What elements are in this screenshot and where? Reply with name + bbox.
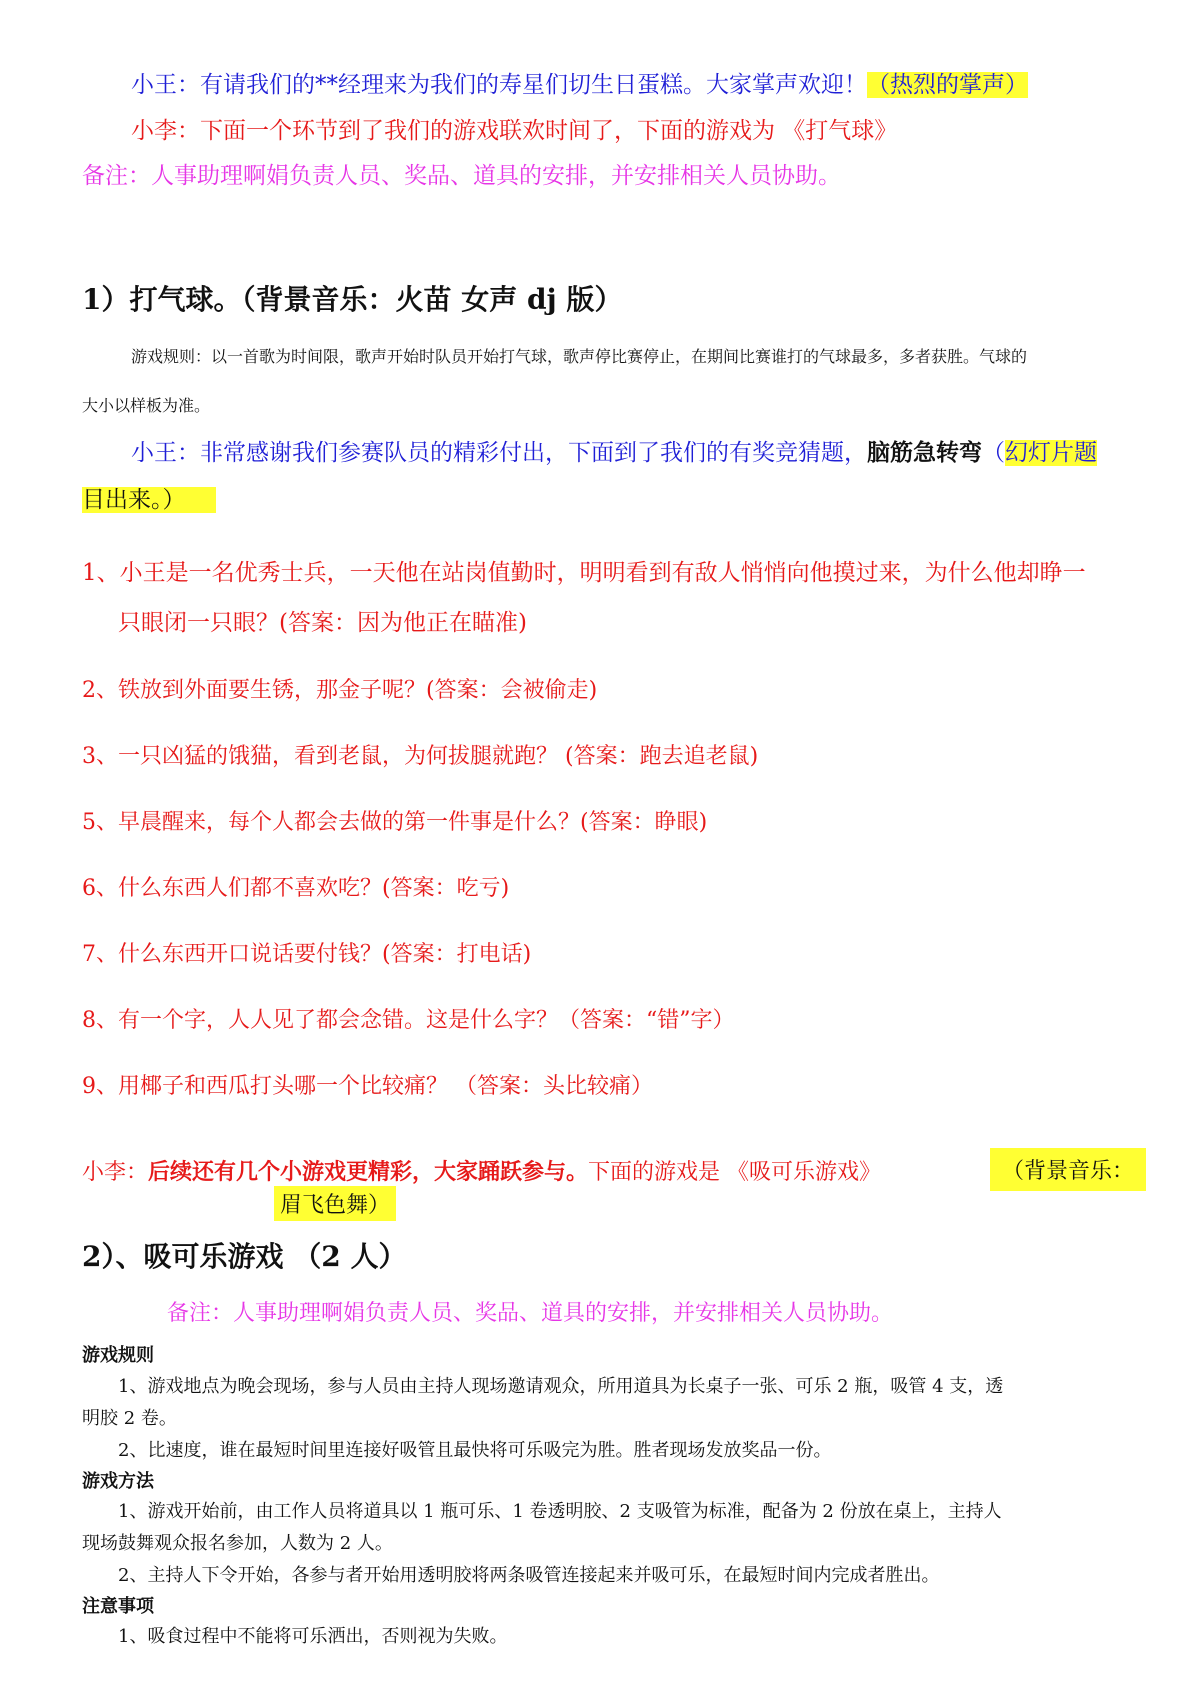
game1-rules-line2: 大小以样板为准。 [82, 396, 211, 415]
riddle-item: 3、一只凶猛的饿猫，看到老鼠，为何拔腿就跑？ (答案：跑去追老鼠) [82, 744, 759, 769]
riddle-item: 2、铁放到外面要生锈，那金子呢？(答案：会被偷走) [82, 678, 598, 703]
wang-transition-text: 小王：非常感谢我们参赛队员的精彩付出，下面到了我们的有奖竞猜题， [131, 440, 867, 466]
brain-teaser-label: 脑筋急转弯 [867, 440, 982, 466]
game1-rules-line1: 游戏规则：以一首歌为时间限，歌声开始时队员开始打气球，歌声停比赛停止，在期间比赛谁打的气球最多，多者获胜。气球的 [131, 347, 1028, 366]
game2-heading: 2）、吸可乐游戏 （2 人） [82, 1240, 407, 1273]
rule-1-line2: 明胶 2 卷。 [82, 1408, 177, 1429]
riddle-item: 5、早晨醒来，每个人都会去做的第一件事是什么？(答案：睁眼) [82, 810, 708, 835]
notice-title: 注意事项 [82, 1596, 154, 1617]
wang-transition-line [131, 434, 1097, 467]
li-transition-line [82, 1155, 881, 1186]
wang-transition-line2 [82, 481, 216, 514]
riddle-item: 6、什么东西人们都不喜欢吃？(答案：吃亏) [82, 876, 510, 901]
method-1-line2: 现场鼓舞观众报名参加，人数为 2 人。 [82, 1533, 393, 1554]
music-highlight-2: 眉飞色舞） [274, 1186, 396, 1221]
game2-note: 备注：人事助理啊娟负责人员、奖品、道具的安排，并安排相关人员协助。 [167, 1301, 894, 1326]
riddle-item: 7、什么东西开口说话要付钱？(答案：打电话) [82, 942, 532, 967]
rules-title: 游戏规则 [82, 1345, 154, 1366]
li-rest-text: 下面的游戏是 《吸可乐游戏》 [588, 1160, 882, 1185]
paren-open: （ [982, 440, 1005, 466]
method-title: 游戏方法 [82, 1471, 154, 1492]
rule-2: 2、比速度，谁在最短时间里连接好吸管且最快将可乐吸完为胜。胜者现场发放奖品一份。 [118, 1440, 832, 1461]
method-1-line1: 1、游戏开始前，由工作人员将道具以 1 瓶可乐、1 卷透明胶、2 支吸管为标准，配备为 2 份放在桌上，主持人 [118, 1501, 1002, 1522]
riddle-item: 1、小王是一名优秀士兵，一天他在站岗值勤时，明明看到有敌人悄悄向他摸过来，为什么他却睁一 [82, 560, 1086, 586]
riddle-item: 8、有一个字，人人见了都会念错。这是什么字？（答案：“错”字） [82, 1008, 735, 1033]
notice-1: 1、吸食过程中不能将可乐洒出，否则视为失败。 [118, 1626, 508, 1647]
host-wang-text: 小王：有请我们的**经理来为我们的寿星们切生日蛋糕。大家掌声欢迎！ [131, 72, 867, 98]
staff-note: 备注：人事助理啊娟负责人员、奖品、道具的安排，并安排相关人员协助。 [82, 163, 841, 189]
li-prefix: 小李： [82, 1160, 149, 1185]
slide-highlight-2: 目出来。） [82, 487, 216, 513]
game1-heading: 1）打气球。（背景音乐：火苗 女声 dj 版） [82, 283, 623, 316]
method-2: 2、主持人下令开始，各参与者开始用透明胶将两条吸管连接起来并吸可乐，在最短时间内完成者胜出。 [118, 1565, 940, 1586]
slide-highlight-1: 幻灯片题 [1005, 440, 1097, 466]
riddle-item: 9、用椰子和西瓜打头哪一个比较痛？ （答案：头比较痛） [82, 1074, 653, 1099]
host-wang-line [131, 66, 1028, 99]
host-li-line: 小李：下面一个环节到了我们的游戏联欢时间了，下面的游戏为 《打气球》 [131, 118, 898, 144]
rule-1-line1: 1、游戏地点为晚会现场，参与人员由主持人现场邀请观众，所用道具为长桌子一张、可乐 2 瓶，吸管 4 支，透 [118, 1376, 1004, 1397]
applause-highlight: （热烈的掌声） [867, 72, 1028, 98]
riddle-item-cont: 只眼闭一只眼？(答案：因为他正在瞄准) [118, 610, 527, 636]
li-bold-text: 后续还有几个小游戏更精彩，大家踊跃参与。 [148, 1160, 589, 1185]
music-highlight-1: （背景音乐： [990, 1148, 1146, 1191]
